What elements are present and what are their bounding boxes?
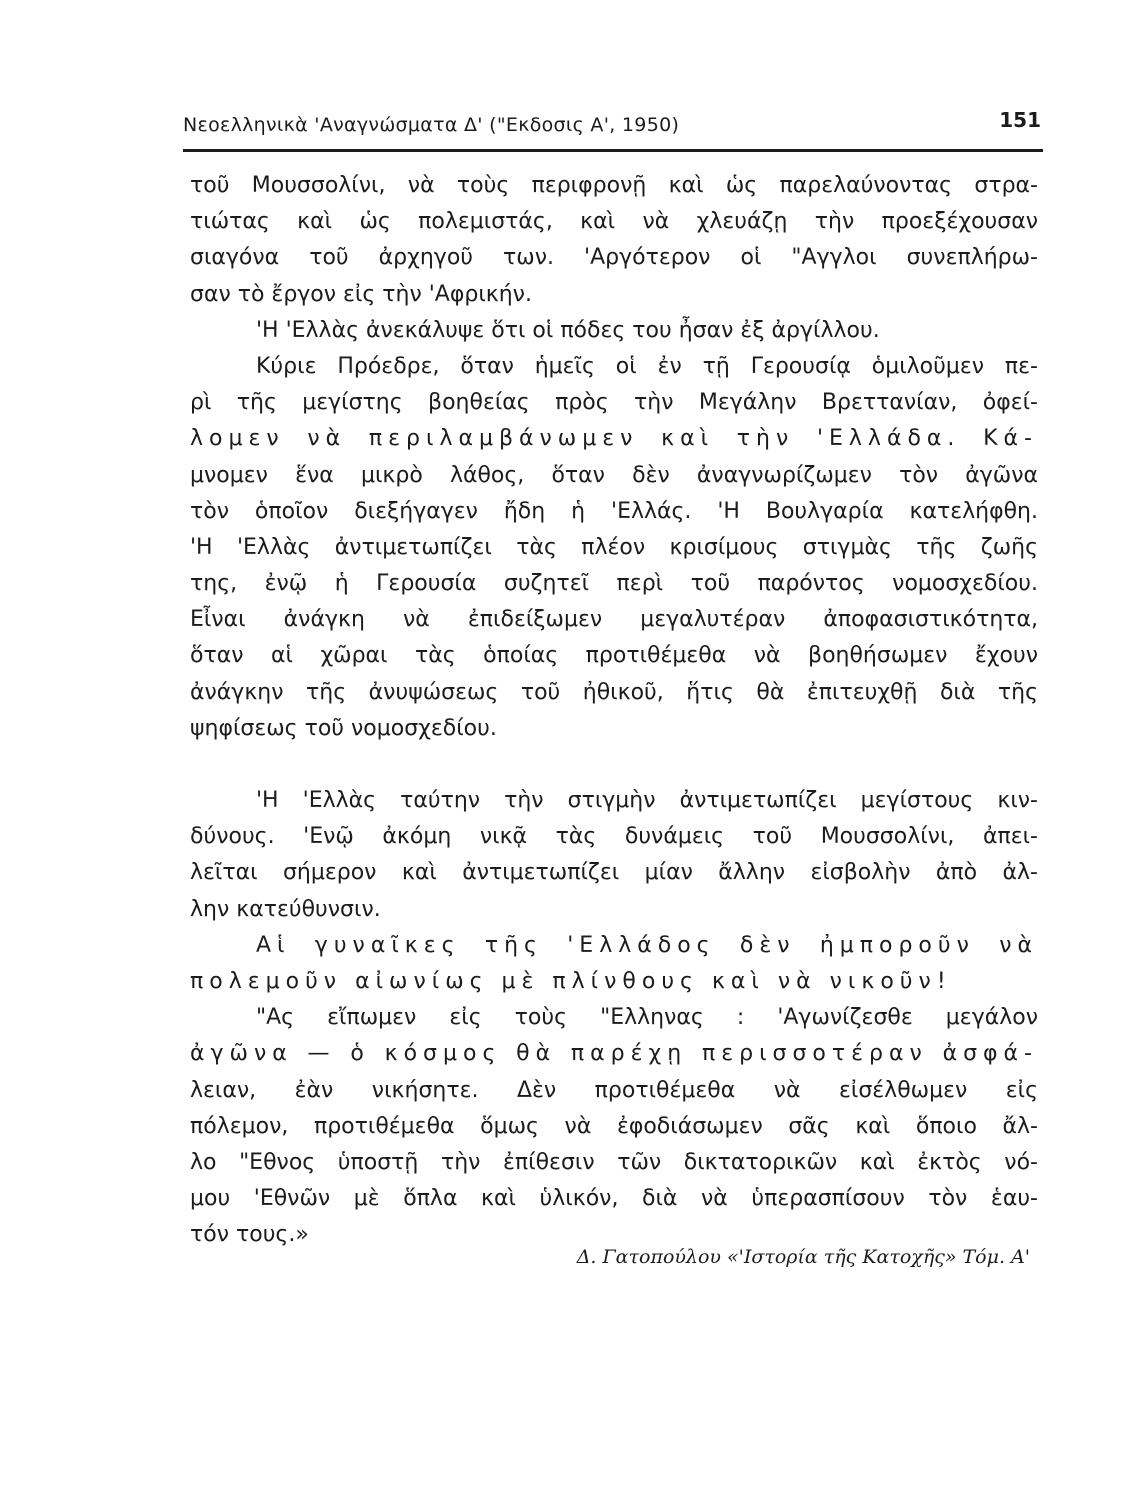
text-line: Κύριε Πρόεδρε, ὅταν ἡμεῖς οἱ ἐν τῇ Γερουσίᾳ ὁμιλοῦμεν πε- xyxy=(256,353,1038,379)
text-line: πόλεμον, προτιθέμεθα ὅμως νὰ ἐφοδιάσωμεν σᾶς καὶ ὅποιο ἄλ- xyxy=(190,1113,1038,1139)
page-number: 151 xyxy=(999,108,1041,132)
text-line: τιώτας καὶ ὡς πολεμιστάς, καὶ νὰ χλευάζῃ τὴν προεξέχουσαν xyxy=(190,209,1038,235)
text-line: ὅταν αἱ χῶραι τὰς ὁποίας προτιθέμεθα νὰ βοηθήσωμεν ἔχουν xyxy=(190,643,1038,669)
body-text xyxy=(190,168,1038,1253)
text-line: λειαν, ἐὰν νικήσητε. Δὲν προτιθέμεθα νὰ εἰσέλθωμεν εἰς xyxy=(190,1077,1038,1103)
text-line: δύνους. 'Ενῷ ἀκόμη νικᾷ τὰς δυνάμεις τοῦ Μουσσολίνι, ἀπει- xyxy=(190,824,1038,850)
text-line: Εἶναι ἀνάγκη νὰ ἐπιδείξωμεν μεγαλυτέραν ἀποφασιστικότητα, xyxy=(190,607,1038,633)
text-line: μνομεν ἕνα μικρὸ λάθος, ὅταν δὲν ἀναγνωρίζωμεν τὸν ἀγῶνα xyxy=(190,462,1038,488)
text-line: Αἱ γυναῖκες τῆς 'Ελλάδος δὲν ἠμποροῦν νὰ xyxy=(256,932,1038,958)
text-line: λομεν νὰ περιλαμβάνωμεν καὶ τὴν 'Ελλάδα. Κά- xyxy=(190,426,1038,452)
text-line: 'Η 'Ελλὰς ταύτην τὴν στιγμὴν ἀντιμετωπίζει μεγίστους κιν- xyxy=(256,788,1038,813)
text-line: ψηφίσεως τοῦ νομοσχεδίου. xyxy=(190,715,497,741)
text-line: τὸν ὁποῖον διεξήγαγεν ἤδη ἡ 'Ελλάς. 'Η Βουλγαρία κατελήφθη. xyxy=(190,498,1038,524)
text-line: 'Η 'Ελλὰς ἀνεκάλυψε ὅτι οἱ πόδες του ἦσαν ἐξ ἀργίλλου. xyxy=(256,317,880,343)
text-line: πολεμοῦν αἰωνίως μὲ πλίνθους καὶ νὰ νικοῦν! xyxy=(190,968,952,994)
text-line: μου 'Εθνῶν μὲ ὅπλα καὶ ὑλικόν, διὰ νὰ ὑπερασπίσουν τὸν ἑαυ- xyxy=(190,1186,1038,1212)
text-line: τοῦ Μουσσολίνι, νὰ τοὺς περιφρονῇ καὶ ὡς παρελαύνοντας στρα- xyxy=(190,173,1038,198)
text-line: λην κατεύθυνσιν. xyxy=(190,896,381,922)
text-line: τόν τους.» xyxy=(190,1222,309,1248)
running-header xyxy=(183,108,1045,142)
text-line: ρὶ τῆς μεγίστης βοηθείας πρὸς τὴν Μεγάλην Βρεττανίαν, ὀφεί- xyxy=(190,390,1038,416)
text-line: λο "Εθνος ὑποστῇ τὴν ἐπίθεσιν τῶν δικτατορικῶν καὶ ἐκτὸς νό- xyxy=(190,1149,1038,1175)
header-rule xyxy=(183,149,1043,152)
text-line: σιαγόνα τοῦ ἀρχηγοῦ των. 'Αργότερον οἱ "Αγγλοι συνεπλήρω- xyxy=(190,245,1038,271)
text-line: ἀγῶνα — ὁ κόσμος θὰ παρέχῃ περισσοτέραν ἀσφά- xyxy=(190,1041,1038,1067)
text-line: σαν τὸ ἔργον εἰς τὴν 'Αφρικήν. xyxy=(190,281,532,307)
text-line: ἀνάγκην τῆς ἀνυψώσεως τοῦ ἠθικοῦ, ἥτις θὰ ἐπιτευχθῇ διὰ τῆς xyxy=(190,679,1038,705)
text-line: της, ἐνῷ ἡ Γερουσία συζητεῖ περὶ τοῦ παρόντος νομοσχεδίου. xyxy=(190,571,1038,597)
book-title: Νεοελληνικὰ 'Αναγνώσματα Δ' ("Εκδοσις Α', 1950) xyxy=(183,114,680,136)
text-line: 'Η 'Ελλὰς ἀντιμετωπίζει τὰς πλέον κρισίμους στιγμὰς τῆς ζωῆς xyxy=(190,534,1038,560)
source-citation: Δ. Γατοπούλου «'Ιστορία τῆς Κατοχῆς» Τόμ. Α' xyxy=(576,1246,1030,1268)
text-line: "Ας εἴπωμεν εἰς τοὺς "Ελληνας : 'Αγωνίζεσθε μεγάλον xyxy=(256,1005,1038,1031)
paragraph-gap xyxy=(190,747,1038,783)
text-line: λεῖται σήμερον καὶ ἀντιμετωπίζει μίαν ἄλλην εἰσβολὴν ἀπὸ ἀλ- xyxy=(190,860,1038,886)
